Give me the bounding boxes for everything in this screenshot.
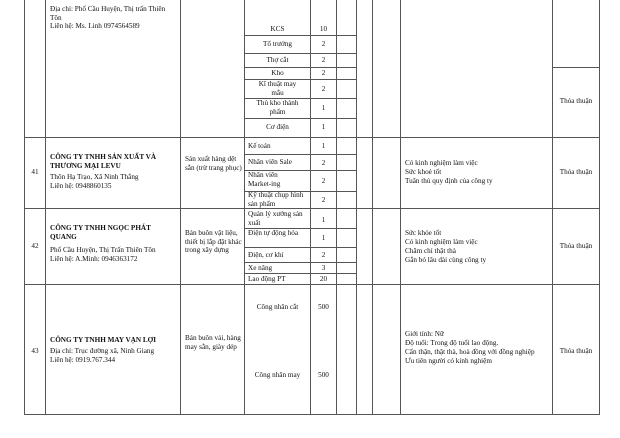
position-title: Kĩ thuật may mẫu	[258, 80, 297, 97]
position-title: Nhân viên Sale	[248, 158, 292, 166]
position-title: KCS	[270, 25, 285, 33]
company-name: CÔNG TY TNHH SẢN XUẤT VÀ THƯƠNG MẠI LEVU	[50, 153, 157, 170]
position-qty: 500	[318, 303, 329, 311]
requirement: Độ tuổi: Trong độ tuổi lao động.	[405, 339, 499, 347]
position-title: Công nhân cắt	[256, 303, 299, 311]
position-title: Kế toán	[248, 142, 271, 150]
position-title: Cơ điện	[266, 123, 289, 131]
position-qty: 1	[321, 142, 326, 150]
requirement: Có kinh nghiệm làm việc	[405, 159, 478, 167]
row-number: 41	[31, 168, 39, 176]
position-qty: 2	[321, 159, 326, 167]
position-title: Thợ cắt	[266, 56, 289, 64]
requirement: Sức khoẻ tốt	[405, 168, 442, 176]
position-qty: 1	[321, 234, 326, 242]
requirement: Gắn bó lâu dài cùng công ty	[405, 256, 487, 264]
salary: Thỏa thuận	[559, 168, 593, 176]
position-qty: 10	[319, 25, 328, 33]
position-qty: 2	[321, 177, 326, 185]
company-name: CÔNG TY TNHH MAY VẠN LỢI	[50, 336, 157, 344]
position-title: Kho	[271, 69, 284, 77]
position-title: Xe nâng	[248, 264, 273, 272]
position-title: Quản lý xưởng sản xuất	[248, 210, 303, 227]
position-title: Điện tự động hóa	[248, 229, 299, 237]
requirement: Chăm chỉ thật thà	[405, 247, 456, 255]
salary: Thỏa thuận	[559, 242, 593, 250]
company-address: Địa chỉ: Trục đường xã, Ninh Giang	[50, 347, 155, 355]
industry: Sản xuất hàng dệt sẵn (trừ trang phục)	[185, 155, 242, 172]
requirement: Ưu tiên người có kinh nghiệm	[405, 357, 492, 365]
requirement: Sức khỏe tốt	[405, 229, 442, 237]
salary: Thỏa thuận	[559, 347, 593, 355]
position-title: Lao động PT	[248, 275, 286, 283]
position-qty: 2	[321, 196, 326, 204]
position-qty: 2	[321, 85, 326, 93]
recruitment-table	[24, 0, 600, 414]
position-title: Nhân viên Market-ing	[248, 171, 281, 188]
industry: Bán buôn vải, hàng may sẵn, giày dép	[185, 334, 241, 351]
company-address: Phố Cầu Huyện, Thị Trấn Thiên Tôn	[50, 246, 156, 254]
company-contact: Liên hệ: 0919.767.344	[50, 356, 116, 364]
requirement: Tuân thủ quy định của công ty	[405, 177, 493, 185]
company-contact: Liên hệ: Ms. Linh 0974564589	[50, 22, 140, 30]
position-qty: 1	[321, 104, 326, 112]
position-title: Điện, cơ khí	[248, 251, 284, 259]
position-qty: 2	[321, 251, 326, 259]
requirement: Cẩn thận, thật thà, hoà đồng với đồng nghiệp	[405, 348, 535, 356]
company-contact: Liên hệ: 0948860135	[50, 182, 112, 190]
position-qty: 2	[321, 56, 326, 64]
position-title: Kỹ thuật chụp hình sản phẩm	[248, 191, 304, 208]
position-title: Thủ kho thành phẩm	[256, 99, 299, 116]
salary: Thỏa thuận	[559, 97, 593, 105]
company-address: Địa chỉ: Phố Cầu Huyện, Thị trấn Thiên Tôn	[50, 5, 166, 22]
requirement: Có kinh nghiệm làm việc	[405, 238, 478, 246]
industry: Bán buôn vật liệu, thiết bị lắp đặt khác trong xây dựng	[185, 229, 242, 255]
position-qty: 500	[318, 371, 329, 379]
row-number: 43	[31, 347, 39, 355]
requirement: Giới tính: Nữ	[405, 330, 444, 338]
position-title: Công nhân may	[254, 371, 301, 379]
position-qty: 2	[321, 69, 326, 77]
row-number: 42	[31, 242, 39, 250]
position-qty: 3	[321, 264, 326, 272]
position-title: Tổ trưởng	[262, 40, 293, 48]
position-qty: 20	[319, 275, 328, 283]
company-contact: Liên hệ: A.Minh: 0946363172	[50, 255, 138, 263]
position-qty: 1	[321, 216, 326, 224]
position-qty: 1	[321, 123, 326, 131]
position-qty: 2	[321, 40, 326, 48]
company-name: CÔNG TY TNHH NGỌC PHÁT QUANG	[50, 224, 151, 241]
company-address: Thôn Hạ Trạo, Xã Ninh Thắng	[50, 173, 139, 181]
